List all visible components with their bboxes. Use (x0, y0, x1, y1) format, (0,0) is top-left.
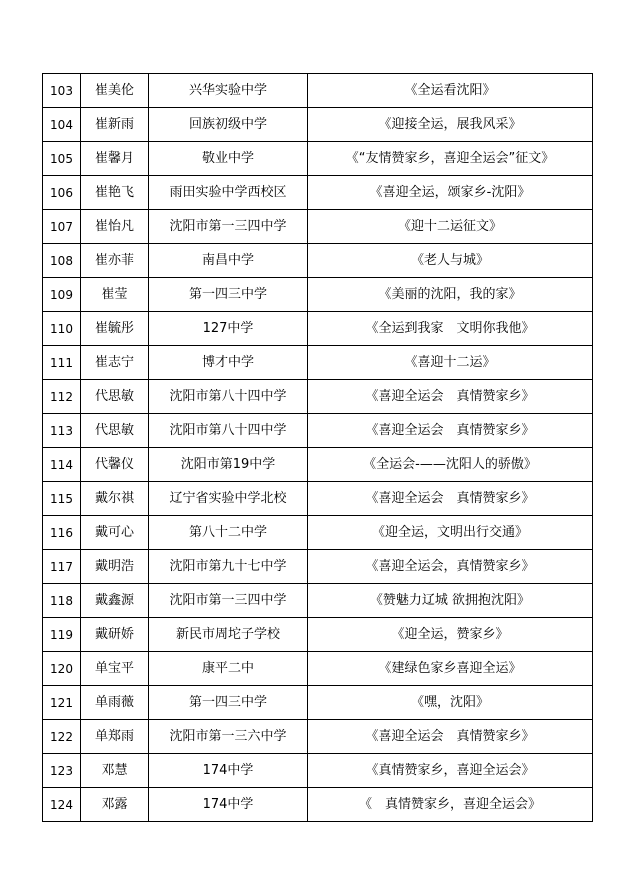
school-name-cell: 沈阳市第一三四中学 (149, 584, 308, 618)
table-row (43, 652, 593, 686)
author-name-cell: 代思敏 (81, 380, 149, 414)
entry-number-cell: 119 (43, 618, 81, 652)
table-row (43, 346, 593, 380)
school-name-cell: 第八十二中学 (149, 516, 308, 550)
author-name-cell: 崔新雨 (81, 108, 149, 142)
school-name-cell: 南昌中学 (149, 244, 308, 278)
entry-number-cell: 118 (43, 584, 81, 618)
table-row (43, 550, 593, 584)
table-row (43, 516, 593, 550)
essay-title-cell: 《迎全运，文明出行交通》 (308, 516, 593, 550)
table-row (43, 754, 593, 788)
essay-title-cell: 《喜迎全运会 真情赞家乡》 (308, 482, 593, 516)
school-name-cell: 新民市周坨子学校 (149, 618, 308, 652)
entry-number-cell: 105 (43, 142, 81, 176)
table-row (43, 482, 593, 516)
author-name-cell: 戴研娇 (81, 618, 149, 652)
essay-title-cell: 《全运会-——沈阳人的骄傲》 (308, 448, 593, 482)
author-name-cell: 单雨薇 (81, 686, 149, 720)
essay-title-cell: 《喜迎全运会 真情赞家乡》 (308, 380, 593, 414)
essay-title-cell: 《迎接全运，展我风采》 (308, 108, 593, 142)
entry-number-cell: 124 (43, 788, 81, 822)
table-row (43, 278, 593, 312)
school-name-cell: 174中学 (149, 788, 308, 822)
author-name-cell: 代思敏 (81, 414, 149, 448)
school-name-cell: 雨田实验中学西校区 (149, 176, 308, 210)
essay-title-cell: 《喜迎十二运》 (308, 346, 593, 380)
essay-title-cell: 《喜迎全运，颂家乡-沈阳》 (308, 176, 593, 210)
school-name-cell: 沈阳市第一三六中学 (149, 720, 308, 754)
essay-title-cell: 《美丽的沈阳，我的家》 (308, 278, 593, 312)
author-name-cell: 崔馨月 (81, 142, 149, 176)
table-row (43, 244, 593, 278)
school-name-cell: 敬业中学 (149, 142, 308, 176)
entry-number-cell: 110 (43, 312, 81, 346)
school-name-cell: 辽宁省实验中学北校 (149, 482, 308, 516)
author-name-cell: 戴尔祺 (81, 482, 149, 516)
table-row (43, 686, 593, 720)
entry-number-cell: 114 (43, 448, 81, 482)
essay-title-cell: 《全运到我家 文明你我他》 (308, 312, 593, 346)
school-name-cell: 沈阳市第八十四中学 (149, 414, 308, 448)
author-name-cell: 戴可心 (81, 516, 149, 550)
table-row (43, 380, 593, 414)
entry-number-cell: 106 (43, 176, 81, 210)
entry-number-cell: 123 (43, 754, 81, 788)
essay-title-cell: 《老人与城》 (308, 244, 593, 278)
table-row (43, 618, 593, 652)
entry-number-cell: 113 (43, 414, 81, 448)
essay-title-cell: 《“友情赞家乡，喜迎全运会”征文》 (308, 142, 593, 176)
essay-title-cell: 《喜迎全运会 真情赞家乡》 (308, 414, 593, 448)
table-row (43, 74, 593, 108)
author-name-cell: 单宝平 (81, 652, 149, 686)
essay-title-cell: 《喜迎全运会 真情赞家乡》 (308, 720, 593, 754)
entry-number-cell: 108 (43, 244, 81, 278)
entry-number-cell: 117 (43, 550, 81, 584)
table-row (43, 210, 593, 244)
entry-number-cell: 112 (43, 380, 81, 414)
author-name-cell: 邓露 (81, 788, 149, 822)
school-name-cell: 第一四三中学 (149, 278, 308, 312)
table-row (43, 142, 593, 176)
school-name-cell: 回族初级中学 (149, 108, 308, 142)
author-name-cell: 崔美伦 (81, 74, 149, 108)
entry-number-cell: 109 (43, 278, 81, 312)
author-name-cell: 单郑雨 (81, 720, 149, 754)
author-name-cell: 崔志宁 (81, 346, 149, 380)
school-name-cell: 第一四三中学 (149, 686, 308, 720)
author-name-cell: 崔亦菲 (81, 244, 149, 278)
school-name-cell: 174中学 (149, 754, 308, 788)
table-row (43, 176, 593, 210)
entry-number-cell: 122 (43, 720, 81, 754)
entry-number-cell: 115 (43, 482, 81, 516)
author-name-cell: 戴鑫源 (81, 584, 149, 618)
school-name-cell: 沈阳市第一三四中学 (149, 210, 308, 244)
entries-table-body (43, 74, 593, 822)
author-name-cell: 邓慧 (81, 754, 149, 788)
author-name-cell: 戴明浩 (81, 550, 149, 584)
entry-number-cell: 103 (43, 74, 81, 108)
essay-title-cell: 《建绿色家乡喜迎全运》 (308, 652, 593, 686)
essay-title-cell: 《喜迎全运会，真情赞家乡》 (308, 550, 593, 584)
school-name-cell: 沈阳市第九十七中学 (149, 550, 308, 584)
author-name-cell: 崔毓彤 (81, 312, 149, 346)
school-name-cell: 博才中学 (149, 346, 308, 380)
table-row (43, 584, 593, 618)
school-name-cell: 兴华实验中学 (149, 74, 308, 108)
school-name-cell: 127中学 (149, 312, 308, 346)
author-name-cell: 崔怡凡 (81, 210, 149, 244)
essay-title-cell: 《全运看沈阳》 (308, 74, 593, 108)
entry-number-cell: 107 (43, 210, 81, 244)
table-row (43, 448, 593, 482)
entry-number-cell: 111 (43, 346, 81, 380)
essay-title-cell: 《赞魅力辽城 欲拥抱沈阳》 (308, 584, 593, 618)
entry-number-cell: 120 (43, 652, 81, 686)
entry-number-cell: 121 (43, 686, 81, 720)
table-row (43, 788, 593, 822)
school-name-cell: 沈阳市第19中学 (149, 448, 308, 482)
essay-title-cell: 《嘿，沈阳》 (308, 686, 593, 720)
essay-title-cell: 《 真情赞家乡，喜迎全运会》 (308, 788, 593, 822)
entries-table (42, 73, 593, 822)
table-row (43, 414, 593, 448)
school-name-cell: 康平二中 (149, 652, 308, 686)
essay-title-cell: 《迎全运，赞家乡》 (308, 618, 593, 652)
table-row (43, 312, 593, 346)
author-name-cell: 崔艳飞 (81, 176, 149, 210)
essay-title-cell: 《真情赞家乡，喜迎全运会》 (308, 754, 593, 788)
table-row (43, 720, 593, 754)
author-name-cell: 代馨仪 (81, 448, 149, 482)
table-row (43, 108, 593, 142)
essay-title-cell: 《迎十二运征文》 (308, 210, 593, 244)
author-name-cell: 崔莹 (81, 278, 149, 312)
entry-number-cell: 104 (43, 108, 81, 142)
school-name-cell: 沈阳市第八十四中学 (149, 380, 308, 414)
entry-number-cell: 116 (43, 516, 81, 550)
